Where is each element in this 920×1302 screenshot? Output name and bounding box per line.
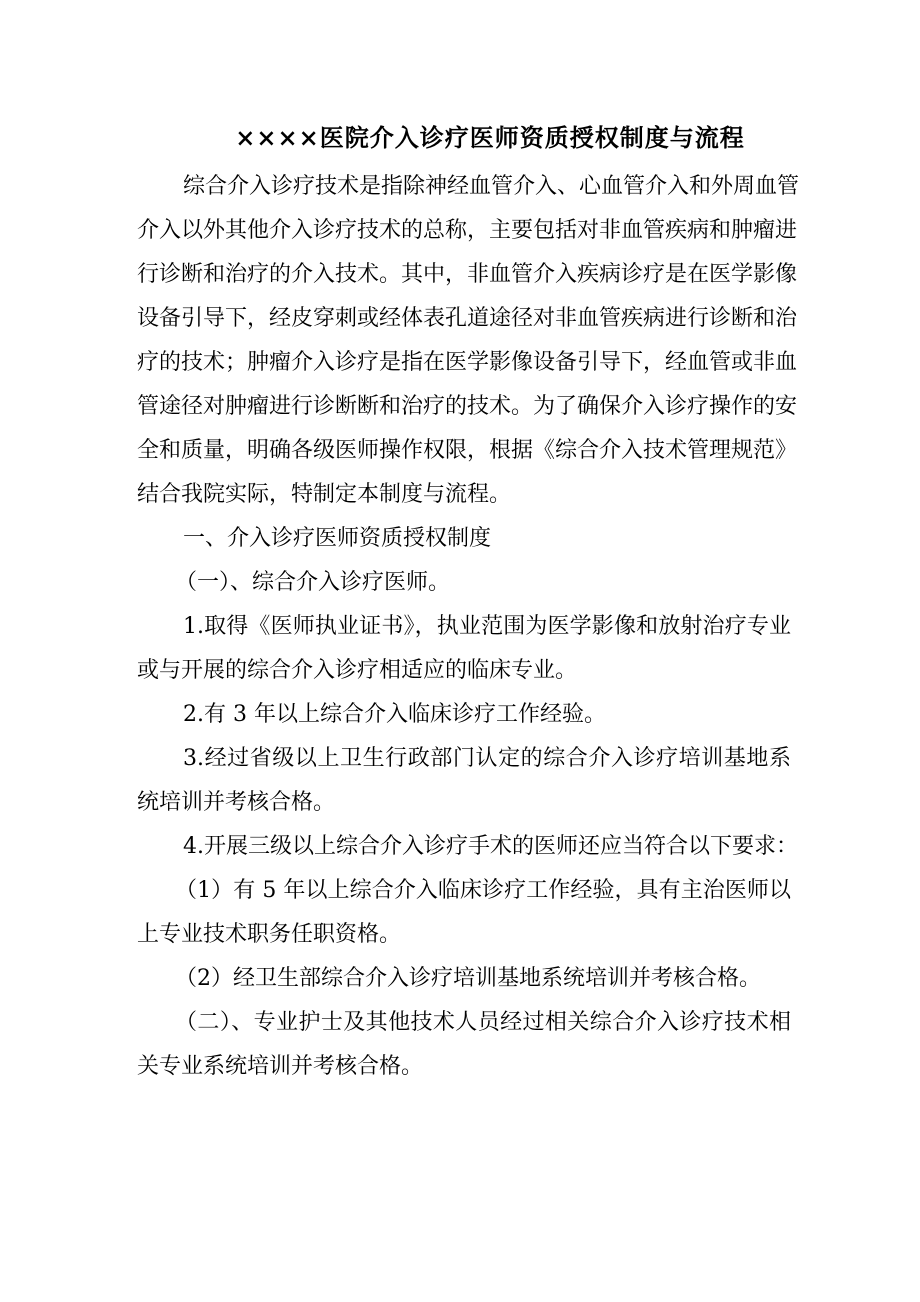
text-line: 3.经过省级以上卫生行政部门认定的综合介入诊疗培训基地系: [183, 746, 791, 771]
text-line: 1.取得《医师执业证书》，执业范围为医学影像和放射治疗专业: [183, 614, 791, 639]
paragraph: [137, 825, 798, 869]
text-line: 综合介入诊疗技术是指除神经血管介入、心血管介入和外周血管: [183, 174, 800, 199]
paragraph: [137, 165, 800, 517]
document-body: [137, 165, 800, 1089]
text-line: 行诊断和治疗的介入技术。其中，非血管介入疾病诊疗是在医学影像: [137, 262, 798, 287]
text-line: 介入以外其他介入诊疗技术的总称，主要包括对非血管疾病和肿瘤进: [137, 218, 798, 243]
text-line: （1）有 5 年以上综合介入临床诊疗工作经验，具有主治医师以: [175, 878, 791, 903]
text-line: 或与开展的综合介入诊疗相适应的临床专业。: [137, 658, 578, 683]
paragraph: [137, 869, 791, 957]
text-line: 设备引导下，经皮穿刺或经体表孔道途径对非血管疾病进行诊断和治: [137, 306, 798, 331]
text-line: 全和质量，明确各级医师操作权限，根据《综合介入技术管理规范》: [137, 438, 798, 463]
text-line: 4.开展三级以上综合介入诊疗手术的医师还应当符合以下要求：: [183, 834, 798, 859]
text-line: 统培训并考核合格。: [137, 790, 336, 815]
paragraph: [137, 605, 791, 693]
text-line: 疗的技术；肿瘤介入诊疗是指在医学影像设备引导下，经血管或非血: [137, 350, 798, 375]
paragraph: [137, 561, 791, 605]
text-line: （二）、专业护士及其他技术人员经过相关综合介入诊疗技术相: [175, 1010, 791, 1035]
paragraph: [137, 957, 791, 1001]
text-line: 上专业技术职务任职资格。: [137, 922, 402, 947]
text-line: 管途径对肿瘤进行诊断断和治疗的技术。为了确保介入诊疗操作的安: [137, 394, 798, 419]
text-line: （一）、综合介入诊疗医师。: [175, 570, 451, 595]
document-title: ××××医院介入诊疗医师资质授权制度与流程: [235, 123, 745, 152]
text-line: （2）经卫生部综合介入诊疗培训基地系统培训并考核合格。: [175, 966, 761, 991]
paragraph: [137, 517, 791, 561]
paragraph: [137, 693, 791, 737]
text-line: 2.有 3 年以上综合介入临床诊疗工作经验。: [183, 702, 606, 727]
text-line: 结合我院实际，特制定本制度与流程。: [137, 482, 512, 507]
text-line: 一、介入诊疗医师资质授权制度: [183, 526, 492, 551]
paragraph: [137, 1001, 791, 1089]
text-line: 关专业系统培训并考核合格。: [137, 1054, 424, 1079]
paragraph: [137, 737, 791, 825]
